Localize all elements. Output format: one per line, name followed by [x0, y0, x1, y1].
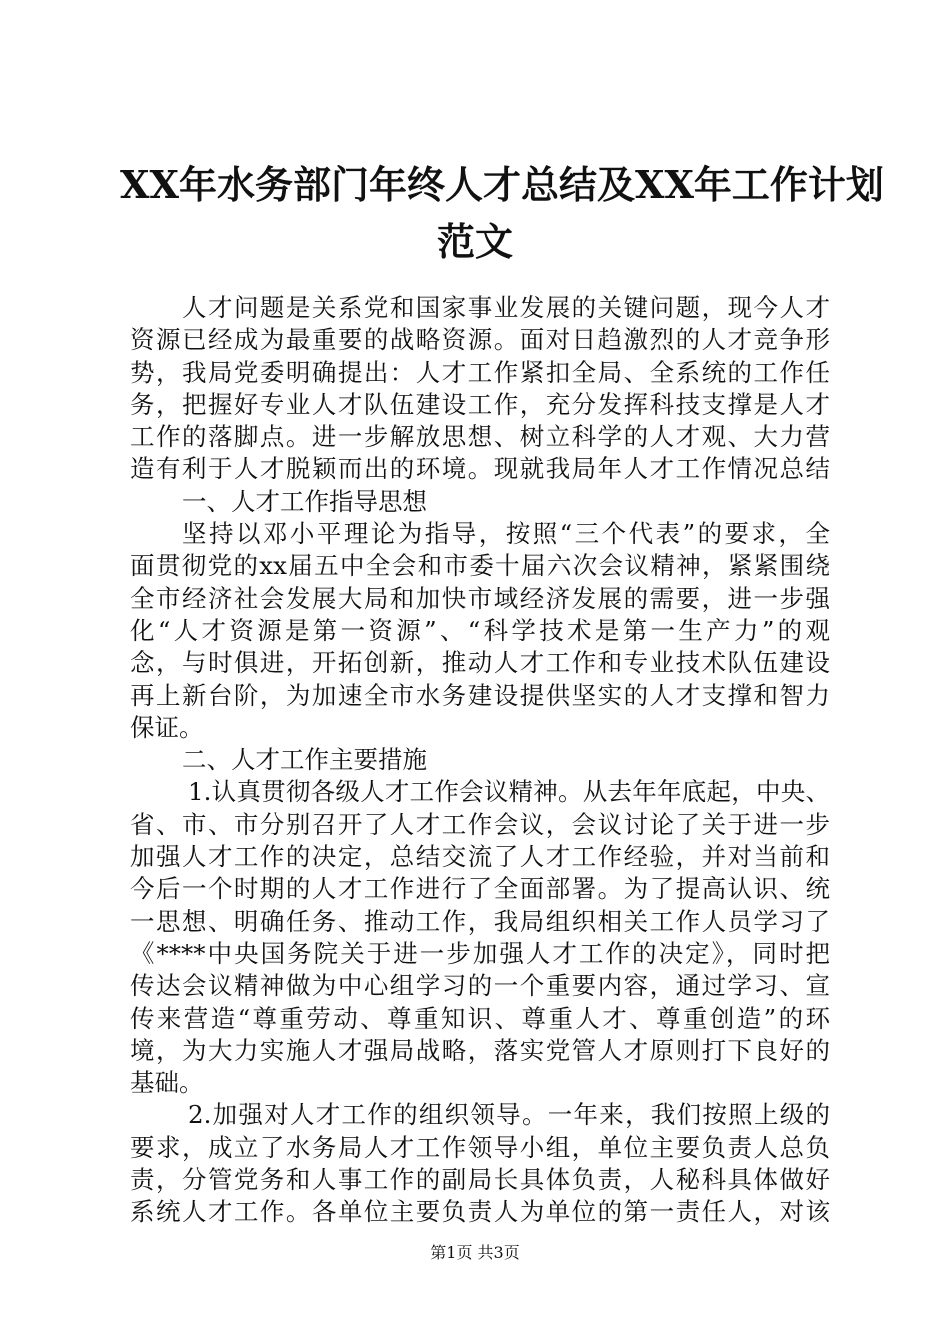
paragraph-line: 要求，成立了水务局人才工作领导小组，单位主要负责人总负 [130, 1132, 830, 1162]
document-title-line-2: 范文 [436, 219, 513, 264]
paragraph-line: 今后一个时期的人才工作进行了全面部署。为了提高认识、统 [130, 874, 830, 904]
paragraph-line: 传达会议精神做为中心组学习的一个重要内容，通过学习、宣 [130, 971, 830, 1001]
paragraph-line: 面贯彻党的xx届五中全会和市委十届六次会议精神，紧紧围绕 [130, 551, 830, 581]
paragraph-line: 传来营造“尊重劳动、尊重知识、尊重人才、尊重创造”的环 [130, 1003, 830, 1033]
document-body [130, 292, 830, 1229]
paragraph-line: 工作的落脚点。进一步解放思想、树立科学的人才观、大力营 [130, 422, 830, 452]
paragraph-line: 念，与时俱进，开拓创新，推动人才工作和专业技术队伍建设 [130, 648, 830, 678]
paragraph-line: 基础。 [130, 1068, 204, 1098]
paragraph-line: 责，分管党务和人事工作的副局长具体负责，人秘科具体做好 [130, 1165, 830, 1195]
section-heading: 二、人才工作主要措施 [182, 745, 427, 775]
document-title-line-1: XX年水务部门年终人才总结及XX年工作计划 [120, 162, 884, 207]
paragraph-line: 《****中央国务院关于进一步加强人才工作的决定》，同时把 [130, 938, 830, 968]
page-footer: 第1页 共3页 [430, 1243, 520, 1262]
paragraph-line: 人才问题是关系党和国家事业发展的关键问题，现今人才 [182, 293, 830, 322]
paragraph-line: 2.加强对人才工作的组织领导。一年来，我们按照上级的 [188, 1100, 830, 1130]
paragraph-line: 再上新台阶，为加速全市水务建设提供坚实的人才支撑和智力 [130, 680, 830, 710]
paragraph-line: 化“人才资源是第一资源”、“科学技术是第一生产力”的观 [130, 615, 830, 645]
paragraph-line: 省、市、市分别召开了人才工作会议，会议讨论了关于进一步 [130, 809, 830, 839]
paragraph-line: 加强人才工作的决定，总结交流了人才工作经验，并对当前和 [130, 842, 830, 872]
paragraph-line: 坚持以邓小平理论为指导，按照“三个代表”的要求，全 [182, 519, 830, 549]
paragraph-line: 势，我局党委明确提出：人才工作紧扣全局、全系统的工作任 [130, 357, 830, 387]
paragraph-line: 境，为大力实施人才强局战略，落实党管人才原则打下良好的 [130, 1035, 830, 1065]
paragraph-line: 造有利于人才脱颖而出的环境。现就我局年人才工作情况总结 [130, 454, 830, 484]
paragraph-line: 一思想、明确任务、推动工作，我局组织相关工作人员学习了 [130, 906, 830, 936]
paragraph-line: 资源已经成为最重要的战略资源。面对日趋激烈的人才竞争形 [130, 325, 830, 355]
section-heading: 一、人才工作指导思想 [182, 486, 427, 516]
paragraph-line: 1.认真贯彻各级人才工作会议精神。从去年年底起，中央、 [188, 777, 830, 807]
paragraph-line: 全市经济社会发展大局和加快市域经济发展的需要，进一步强 [130, 583, 830, 613]
paragraph-line: 务，把握好专业人才队伍建设工作，充分发挥科技支撑是人才 [130, 389, 830, 419]
paragraph-line: 系统人才工作。各单位主要负责人为单位的第一责任人，对该 [130, 1197, 830, 1227]
paragraph-line: 保证。 [130, 712, 204, 742]
